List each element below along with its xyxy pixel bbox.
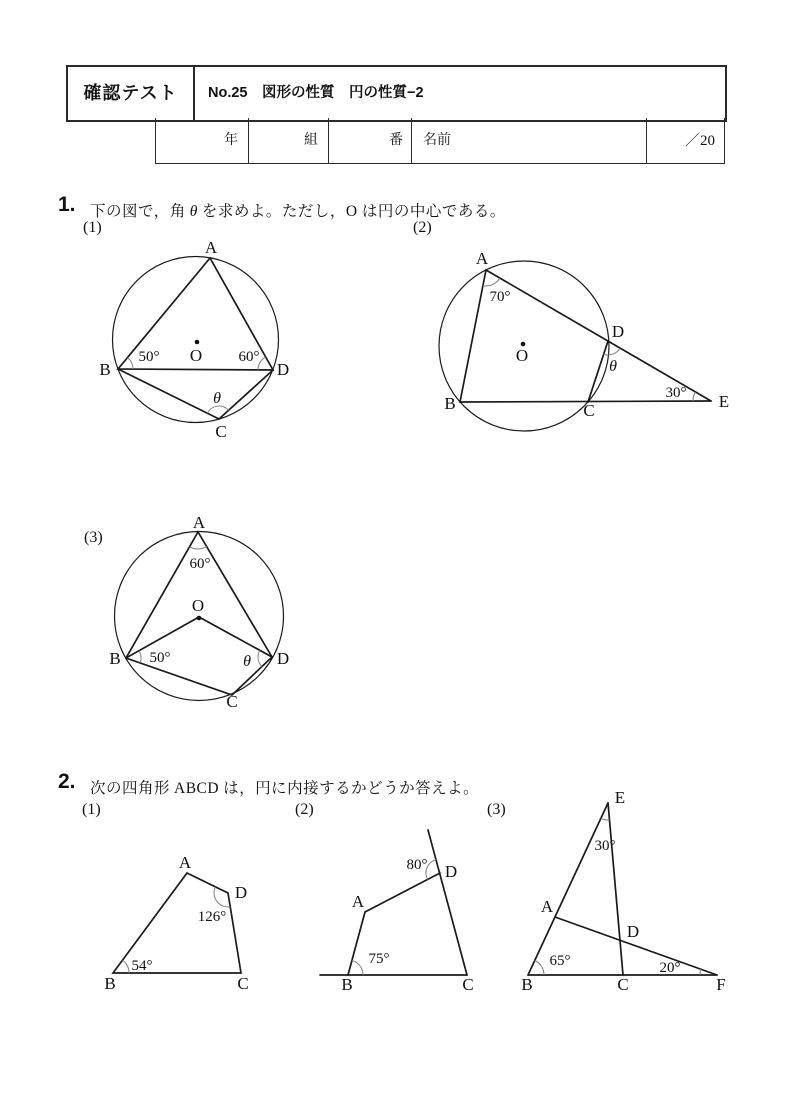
angle-label-65: 65°: [549, 953, 571, 969]
angle-arc-d-p1-3: [258, 650, 262, 666]
vertex-d: D: [234, 883, 248, 902]
angle-label-54: 54°: [131, 958, 153, 974]
vertex-e: E: [718, 392, 730, 411]
center-label-o: O: [515, 346, 529, 365]
angle-arc-a-p1-2: [483, 278, 500, 286]
angle-arc-e-p2-3: [601, 818, 610, 820]
angle-arc-b-p1-1: [128, 358, 133, 370]
vertex-c: C: [462, 975, 474, 994]
theta-label: θ: [213, 390, 221, 407]
vertex-d: D: [276, 649, 290, 668]
line-ab-p1-2: [460, 270, 486, 402]
center-dot-p1-3: [197, 616, 202, 621]
class-field[interactable]: 組: [249, 118, 329, 164]
angle-label-70: 70°: [489, 289, 511, 305]
figure-p1-1: [99, 238, 289, 441]
vertex-b: B: [341, 975, 353, 994]
theta-label: θ: [609, 358, 617, 375]
angle-label-60: 60°: [189, 556, 211, 572]
vertex-d: D: [276, 360, 290, 379]
line-be-p2-3: [528, 803, 608, 975]
vertex-c: C: [583, 401, 595, 420]
score-field: ／20: [684, 133, 715, 149]
vertex-a: A: [178, 853, 192, 872]
vertex-c: C: [215, 422, 227, 441]
circle-p1-1: [113, 257, 279, 423]
angle-arc-f-p2-3: [700, 969, 701, 975]
problem2-number: 2.: [58, 770, 76, 793]
line-ec-p2-3: [608, 803, 623, 975]
vertex-d: D: [611, 322, 625, 341]
figure-p1-3: [109, 513, 289, 711]
problem2-part3-label: (3): [487, 801, 506, 818]
center-label-o: O: [189, 346, 203, 365]
problem1-theta-symbol: θ: [189, 203, 198, 220]
problem1-text-pre: 下の図で，角: [90, 203, 186, 220]
problem1-part1-label: (1): [83, 219, 102, 236]
figure-p1-2: [439, 249, 729, 431]
theta-label: θ: [243, 653, 251, 670]
vertex-e: E: [614, 788, 626, 807]
problem2-part2-label: (2): [295, 801, 314, 818]
angle-arc-b-p1-3: [139, 651, 141, 663]
vertex-a: A: [475, 249, 489, 268]
vertex-f: F: [716, 975, 726, 994]
problem2-part1-label: (1): [82, 801, 101, 818]
angle-arc-b-p2-3: [535, 961, 544, 976]
name-field[interactable]: 名前: [412, 118, 647, 164]
problem1-text-post: を求めよ。ただし，O は円の中心である。: [201, 203, 506, 220]
angle-label-80: 80°: [406, 857, 428, 873]
vertex-d: D: [444, 862, 458, 881]
test-label: 確認テスト: [68, 67, 195, 120]
lines-bad-p1-3: [126, 532, 272, 658]
angle-label-50: 50°: [149, 650, 171, 666]
vertex-b: B: [104, 974, 116, 993]
vertex-a: A: [540, 897, 554, 916]
angle-label-75: 75°: [368, 951, 390, 967]
center-label-o: O: [191, 596, 205, 615]
vertex-b: B: [109, 649, 121, 668]
angle-label-20: 20°: [659, 960, 681, 976]
vertex-c: C: [617, 975, 629, 994]
problem1-number: 1.: [58, 193, 76, 216]
vertex-b: B: [444, 394, 456, 413]
figure-p2-1: [104, 853, 248, 993]
vertex-d: D: [626, 922, 640, 941]
angle-label-60: 60°: [238, 349, 260, 365]
vertex-a: A: [192, 513, 206, 532]
angle-arc-b-p2-1: [123, 960, 130, 973]
problem1-part3-label: (3): [84, 529, 103, 546]
chords-bcd-p1-1: [118, 369, 273, 419]
lines-bad-p2-2: [348, 873, 440, 975]
worksheet-title: No.25 図形の性質 円の性質−2: [208, 85, 424, 101]
angle-arc-a-p1-3: [190, 547, 207, 549]
angle-arc-b-p2-2: [352, 961, 363, 976]
number-field[interactable]: 番: [329, 118, 412, 164]
lines-bod-p1-3: [126, 617, 272, 658]
angle-label-126: 126°: [197, 909, 227, 925]
problem2-abcd: ABCD: [174, 780, 220, 797]
angle-arc-e-p1-2: [693, 392, 695, 401]
center-dot-p1-1: [195, 340, 200, 345]
vertex-a: A: [204, 238, 218, 257]
figure-p2-2: [320, 830, 474, 994]
problem2-text-pre: 次の四角形: [90, 780, 171, 797]
angle-label-30: 30°: [594, 838, 616, 854]
vertex-b: B: [521, 975, 533, 994]
vertex-b: B: [99, 360, 111, 379]
problem1-part2-label: (2): [413, 219, 432, 236]
vertex-c: C: [237, 974, 249, 993]
vertex-a: A: [351, 892, 365, 911]
figure-p2-3: [521, 788, 725, 994]
year-field[interactable]: 年: [156, 118, 249, 164]
angle-label-30: 30°: [665, 385, 687, 401]
problem2-text-post: は，円に内接するかどうか答えよ。: [223, 780, 480, 797]
line-ade-p1-2: [486, 270, 711, 401]
line-cd-ext-p2-2: [428, 830, 467, 975]
angle-label-50: 50°: [138, 349, 160, 365]
vertex-c: C: [226, 692, 238, 711]
